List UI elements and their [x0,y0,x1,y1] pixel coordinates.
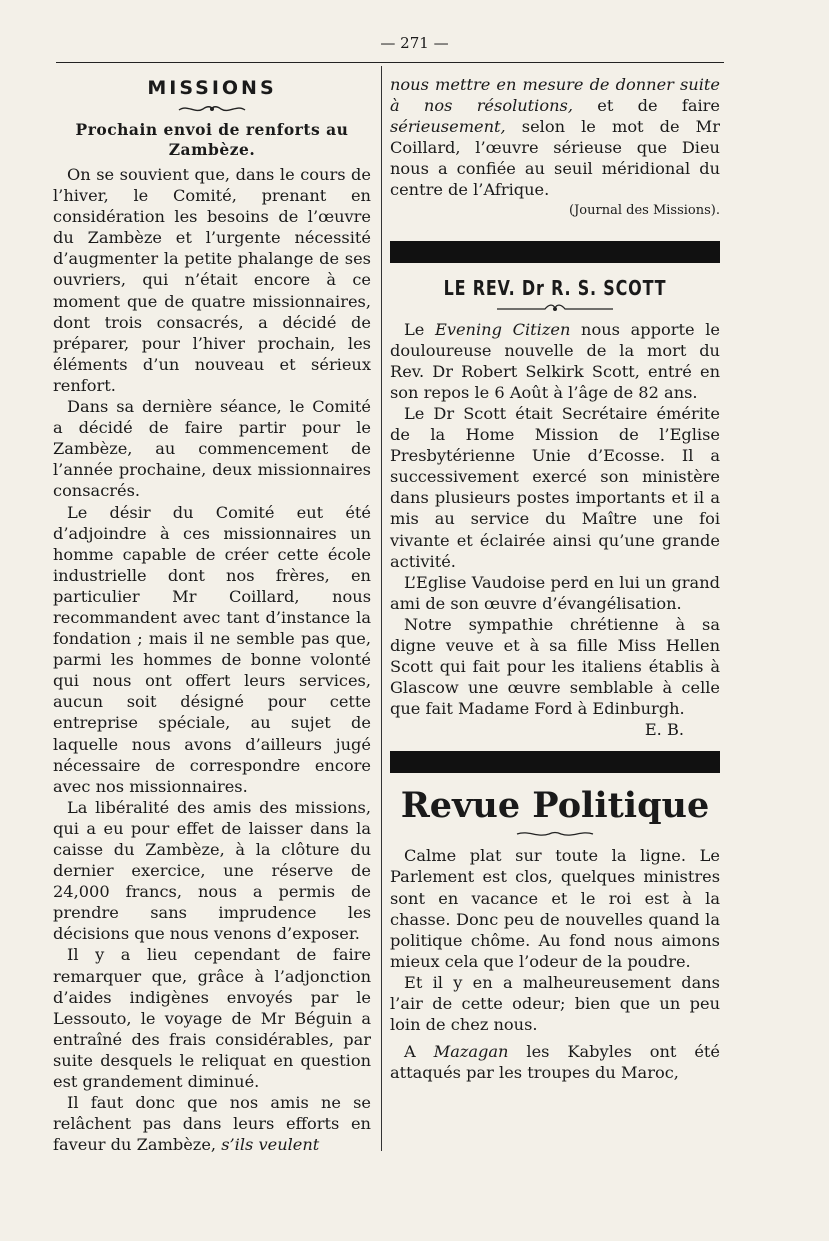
paragraph-text: nous apporte le douloureuse nouvelle de la mort du Rev. Dr Robert Selkirk Scott, entré en son repos le 6 Août à l’âge de 82 ans. [390,319,720,402]
paragraph [390,1041,720,1083]
paragraph: Dans sa dernière séance, le Comité a décidé de faire partir pour le Zambèze, au commencement de l’année prochaine, deux missionnaires consacrés. [53,397,371,501]
right-column [390,74,720,1083]
left-column [53,74,371,1155]
missions-heading: MISSIONS [147,77,277,99]
paragraph: Le Dr Scott était Secrétaire émérite de la Home Mission de l’Eglise Presbytérienne Unie d’Ecosse. Il a successivement exercé son ministère dans plusieurs postes importants et il a mis au service du Maître une foi vivante et éclairée ainsi qu’une grande activité. [390,403,720,571]
ornament-flourish-icon [495,303,615,313]
source-citation: (Journal des Missions). [569,202,720,218]
paragraph: L’Eglise Vaudoise perd en lui un grand ami de son œuvre d’évangélisation. [390,572,720,613]
author-initials: E. B. [644,720,684,740]
black-divider-bar [390,241,720,263]
paragraph-text: A [404,1042,434,1062]
revue-heading: Revue Politique [400,785,710,827]
paragraph-text: et de faire [572,96,720,116]
scott-heading: LE REV. Dr R. S. SCOTT [443,275,667,300]
paragraph: Notre sympathie chrétienne à sa digne veuve et à sa fille Miss Hellen Scott qui fait pour les italiens établis à Glascow une œuvre semblable à celle que fait Madame Ford à Edinburgh. [390,614,720,719]
subheading-line1: Prochain envoi de renforts au [75,120,349,139]
paragraph [53,1092,371,1155]
header-rule [56,62,724,63]
paragraph [390,319,720,403]
italic-text: nous mettre en mesure de donner suite à nos résolutions, [390,75,720,116]
paragraph: Il y a lieu cependant de faire remarquer que, grâce à l’adjonction d’aides indigènes envoyés par le Lessouto, le voyage de Mr Béguin a entraîné des frais considérables, par suite desquels le reliquat en question est grandement diminué. [53,945,371,1092]
paragraph: La libéralité des amis des missions, qui a eu pour effet de laisser dans la caisse du Zambèze, à la clôture du dernier exercice, une réserve de 24,000 francs, nous a permis de prendre sans imprudence les décisions que nous venons d’exposer. [53,797,371,944]
subheading [53,120,371,160]
paragraph: Et il y en a malheureusement dans l’air de cette odeur; bien que un peu loin de chez nous. [390,972,720,1035]
italic-text: sérieusement, [390,117,506,137]
paragraph: Le désir du Comité eut été d’adjoindre à ces missionnaires un homme capable de créer cette école industrielle dont nos frères, en particulier Mr Coillard, nous recommandent avec tant d’instance la fondation ; mais il ne semble pas que, parmi les hommes de bonne volonté qui nous ont offert leurs services, aucun soit désigné pour cette entreprise spéciale, au sujet de laquelle nous avons d’ailleurs jugé nécessaire de correspondre encore avec nos missionnaires. [53,502,371,796]
paragraph-text: Il faut donc que nos amis ne se relâchent pas dans leurs efforts en faveur du Zambèze, [53,1093,371,1155]
italic-text: Mazagan [433,1042,509,1062]
paragraph-italic: s’ils veulent [221,1135,320,1155]
paragraph: Calme plat sur toute la ligne. Le Parlement est clos, quelques ministres sont en vacance et le roi est à la chasse. Donc peu de nouvelles quand la politique chôme. Au fond nous aimons mieux cela que l’odeur de la poudre. [390,846,720,971]
column-divider [381,66,382,1151]
paragraph: On se souvient que, dans le cours de l’hiver, le Comité, prenant en considération les besoins de l’œuvre du Zambèze et l’urgente nécessité d’augmenter la petite phalange de ses ouvriers, qui n’était encore à ce moment que de quatre missionnaires, dont trois consacrés, a décidé de préparer, pour l’hiver prochain, les éléments d’un nouveau et sérieux renfort. [53,165,371,395]
black-divider-bar [390,751,720,773]
ornament-flourish-icon [177,104,247,114]
ornament-flourish-icon [515,829,595,839]
italic-text: Evening Citizen [435,319,571,339]
paragraph-text: Le [404,319,435,339]
page-number: — 271 — [380,34,449,52]
subheading-line2: Zambèze. [168,140,256,159]
continued-paragraph [390,74,720,201]
paragraph-text: selon le mot de Mr Coillard, l’œuvre sérieuse que Dieu nous a confiée au seuil méridional du centre de l’Afrique. [390,117,720,200]
paragraph-text: les Kabyles ont été attaqués par les troupes du Maroc, [390,1042,720,1083]
